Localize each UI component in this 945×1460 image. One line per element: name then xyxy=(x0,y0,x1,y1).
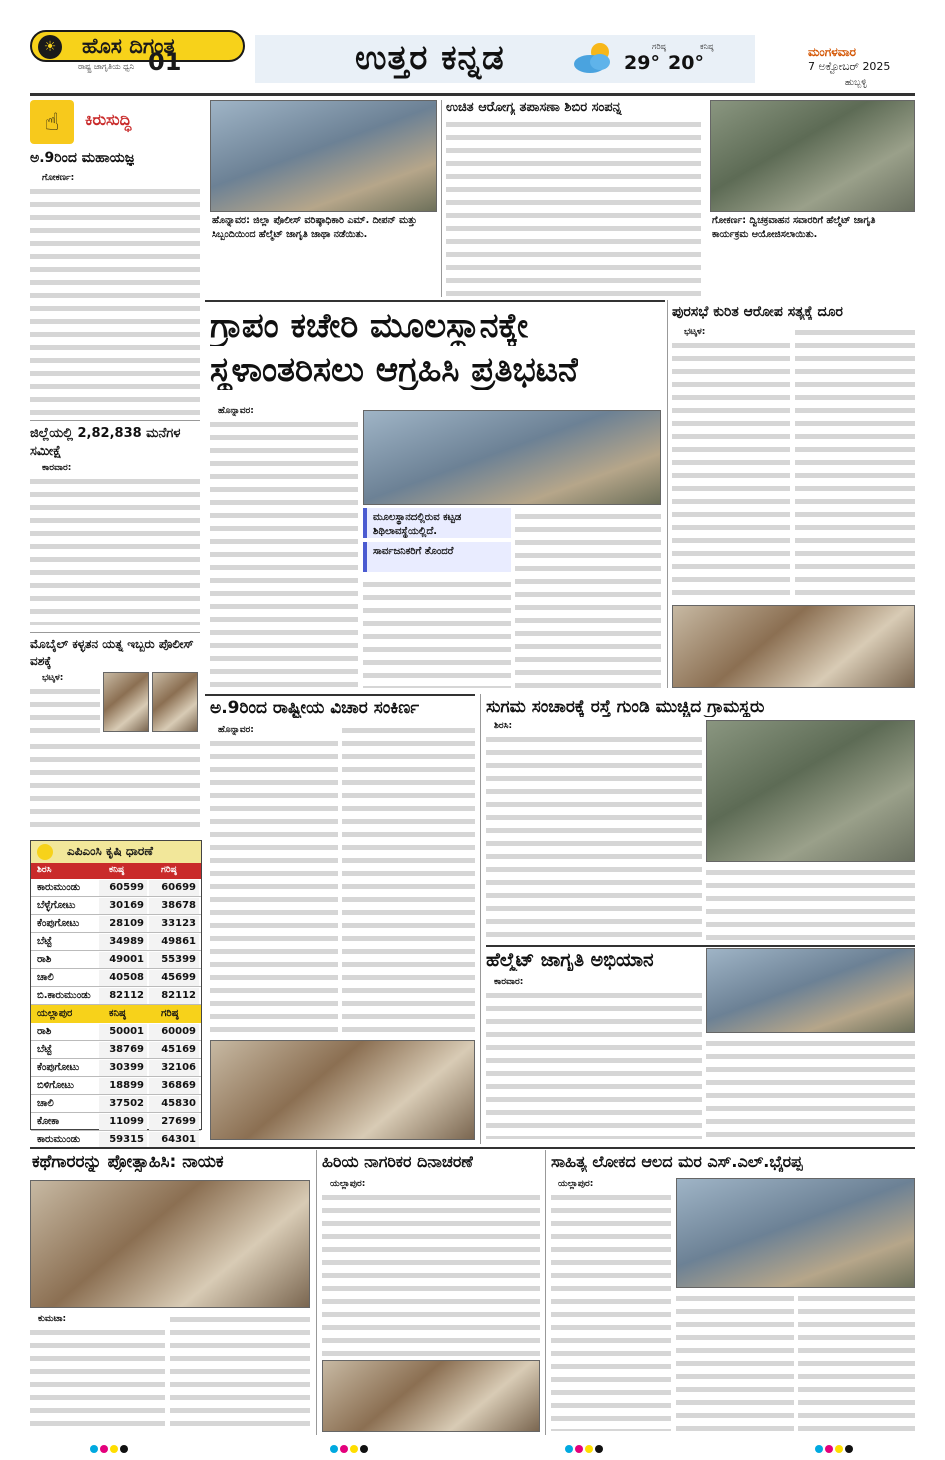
brand-tagline: ರಾಷ್ಟ್ರ ಜಾಗೃತಿಯ ಧ್ವನಿ xyxy=(78,62,135,71)
min-price: 37502 xyxy=(99,1096,147,1112)
divider xyxy=(30,632,200,633)
market-row xyxy=(31,1095,201,1113)
min-price: 18899 xyxy=(99,1078,147,1094)
road-body-col1 xyxy=(486,733,702,943)
market-row xyxy=(31,915,201,933)
market-title-bar xyxy=(31,841,201,863)
min-price: 49001 xyxy=(99,952,147,968)
min-price: 38769 xyxy=(99,1042,147,1058)
lead-top-rule xyxy=(205,300,665,302)
brand-name: ಹೊಸ ದಿಗಂತ xyxy=(82,34,175,58)
commodity-name: ರಾಶಿ xyxy=(37,1026,52,1037)
min-price: 40508 xyxy=(99,970,147,986)
masthead-divider xyxy=(30,93,915,96)
max-price: 38678 xyxy=(149,898,199,914)
writers-dateline: ಕುಮಟಾ: xyxy=(38,1314,67,1324)
issue-date: 7 ಅಕ್ಟೋಬರ್ 2025 xyxy=(808,60,891,73)
commodity-name: ಕಾರುಮುಂಡು xyxy=(37,1134,81,1145)
section-title: ಉತ್ತರ ಕನ್ನಡ xyxy=(355,38,505,78)
min-col-label: ಕನಿಷ್ಠ xyxy=(109,865,125,875)
brief-body-3b xyxy=(30,740,200,835)
edition-city: ಹುಬ್ಬಳ್ಳಿ xyxy=(845,78,867,88)
arecanut-icon xyxy=(37,844,53,860)
column-rule xyxy=(316,1150,317,1435)
weekday: ಮಂಗಳವಾರ xyxy=(808,45,857,59)
helmet-top-rule xyxy=(486,945,915,947)
market-title: ಎಪಿಎಂಸಿ ಕೃಷಿ ಧಾರಣೆ xyxy=(67,844,153,858)
registration-marks xyxy=(565,1438,605,1450)
purasabhe-body-col2 xyxy=(795,326,915,601)
elders-photo xyxy=(322,1360,540,1432)
max-col-label: ಗರಿಷ್ಠ xyxy=(161,865,177,875)
brief-dateline-1: ಗೋಕರ್ಣ: xyxy=(42,173,75,183)
gokarna-caption: ಗೋಕರ್ಣ: ದ್ವಿಚಕ್ರವಾಹನ ಸವಾರರಿಗೆ ಹೆಲ್ಮೆಟ್ ಜಾಗೃತಿ ಕಾರ್ಯಕ್ರಮ ಆಯೋಜಿಸಲಾಯಿತು. xyxy=(710,212,915,297)
pointing-hand-icon: ☝ xyxy=(30,100,74,144)
brief-body-1 xyxy=(30,185,200,415)
gokarna-helmet-photo xyxy=(710,100,915,212)
commodity-name: ರಾಶಿ xyxy=(37,954,52,965)
min-price: 50001 xyxy=(99,1024,147,1040)
max-price: 60009 xyxy=(149,1024,199,1040)
market-row xyxy=(31,897,201,915)
literature-photo xyxy=(676,1178,915,1288)
brief-headline-2[interactable]: ಜಿಲ್ಲೆಯಲ್ಲಿ 2,82,838 ಮನೆಗಳ ಸಮೀಕ್ಷೆ xyxy=(30,426,181,459)
lead-pull-quote-1: ಮೂಲಸ್ಥಾನದಲ್ಲಿರುವ ಕಟ್ಟಡ ಶಿಥಿಲಾವಸ್ಥೆಯಲ್ಲಿದೆ. xyxy=(363,508,511,538)
min-temp: 20° xyxy=(668,52,704,74)
registration-marks xyxy=(815,1438,855,1450)
max-price: 36869 xyxy=(149,1078,199,1094)
literature-body-col3 xyxy=(798,1292,915,1431)
writers-body-col1 xyxy=(30,1326,165,1431)
max-temp: 29° xyxy=(624,52,660,74)
lead-body-col1 xyxy=(210,418,358,688)
column-rule xyxy=(545,1150,546,1435)
commodity-name: ಚಾಲಿ xyxy=(37,1098,54,1109)
lead-headline-line2[interactable]: ಸ್ಥಳಾಂತರಿಸಲು ಆಗ್ರಹಿಸಿ ಪ್ರತಿಭಟನೆ xyxy=(210,350,579,390)
min-price: 60599 xyxy=(99,880,147,896)
registration-marks xyxy=(330,1438,370,1450)
health-camp-body xyxy=(446,118,701,296)
max-price: 33123 xyxy=(149,916,199,932)
lead-pull-quote-2: ಸಾರ್ವಜನಿಕರಿಗೆ ತೊಂದರೆ xyxy=(363,542,511,572)
brief-headline-3[interactable]: ಮೊಬೈಲ್ ಕಳ್ಳತನ ಯತ್ನ ಇಬ್ಬರು ಪೊಲೀಸ್ ವಶಕ್ಕೆ xyxy=(30,637,194,668)
helmet-rally-photo xyxy=(210,100,437,212)
purasabhe-headline[interactable]: ಪುರಸಭೆ ಕುರಿತ ಆರೋಪ ಸತ್ಯಕ್ಕೆ ದೂರ xyxy=(672,304,843,320)
brief-section-label: ಕಿರುಸುದ್ಧಿ xyxy=(85,110,132,129)
commodity-name: ಚಾಲಿ xyxy=(37,972,54,983)
literature-dateline: ಯಲ್ಲಾಪುರ: xyxy=(558,1179,594,1189)
commodity-name: ಕಾರುಮುಂಡು xyxy=(37,882,81,893)
seminar-headline[interactable]: ಅ.9ರಿಂದ ರಾಷ್ಟ್ರೀಯ ವಿಚಾರ ಸಂಕಿರ್ಣ xyxy=(210,698,420,718)
commodity-name: ಕೆಂಪುಗೋಟು xyxy=(37,918,80,929)
helmet-rally-caption: ಹೊನ್ನಾವರ: ಜಿಲ್ಲಾ ಪೊಲೀಸ್ ವರಿಷ್ಠಾಧಿಕಾರಿ ಎಮ್. ದೀಪನ್ ಮತ್ತು ಸಿಬ್ಬಂದಿಯಿಂದ ಹೆಲ್ಮೆಟ್ ಜಾಗೃತಿ ಜಾಥಾ ನಡೆಯಿತು. xyxy=(210,212,437,297)
min-price: 30399 xyxy=(99,1060,147,1076)
lead-body-col2 xyxy=(363,578,511,688)
market-row xyxy=(31,1059,201,1077)
min-price: 82112 xyxy=(99,988,147,1004)
max-price: 82112 xyxy=(149,988,199,1004)
max-price: 45699 xyxy=(149,970,199,986)
road-dateline: ಶಿರಸಿ: xyxy=(494,721,513,731)
brief-body-3a xyxy=(30,685,100,735)
market-row xyxy=(31,1041,201,1059)
commodity-name: ಕೋಕಾ xyxy=(37,1116,60,1127)
column-rule xyxy=(667,300,668,688)
registration-marks xyxy=(90,1438,130,1450)
column-rule xyxy=(441,100,442,297)
min-price: 59315 xyxy=(99,1132,147,1148)
road-headline[interactable]: ಸುಗಮ ಸಂಚಾರಕ್ಕೆ ರಸ್ತೆ ಗುಂಡಿ ಮುಚ್ಚಿದ ಗ್ರಾಮಸ್ಥರು xyxy=(486,697,765,717)
helmet-campaign-photo xyxy=(706,948,915,1033)
max-price: 60699 xyxy=(149,880,199,896)
lead-body-col3 xyxy=(515,510,661,688)
min-temp-label: ಕನಿಷ್ಠ xyxy=(700,42,714,51)
helmet-campaign-headline[interactable]: ಹೆಲ್ಮೆಟ್ ಜಾಗೃತಿ ಅಭಿಯಾನ xyxy=(486,949,654,971)
helmet-dateline: ಕಾರವಾರ: xyxy=(494,977,524,987)
elders-body xyxy=(322,1191,540,1356)
market-row xyxy=(31,987,201,1005)
commodity-name: ಬೆಳ್ಳೆಗೋಟು xyxy=(37,900,76,911)
road-body-col2 xyxy=(706,866,915,941)
market-columns-sirsi xyxy=(31,863,201,879)
lead-headline-line1[interactable]: ಗ್ರಾಪಂ ಕಚೇರಿ ಮೂಲಸ್ಥಾನಕ್ಕೇ xyxy=(210,306,529,346)
market-rates-table xyxy=(30,840,202,1145)
seminar-dateline: ಹೊನ್ನಾವರ: xyxy=(218,725,254,735)
commodity-name: ಕೆಂಪುಗೋಟು xyxy=(37,1062,80,1073)
min-col-label: ಕನಿಷ್ಠ xyxy=(109,1008,126,1019)
max-col-label: ಗರಿಷ್ಠ xyxy=(161,1008,179,1019)
max-temp-label: ಗರಿಷ್ಠ xyxy=(652,42,666,51)
purasabhe-body-col1 xyxy=(672,339,790,601)
purasabhe-photo xyxy=(672,605,915,688)
column-rule xyxy=(480,694,481,1144)
market-row xyxy=(31,1113,201,1131)
seminar-body-col1 xyxy=(210,737,338,1037)
commodity-name: ಬೆಟ್ಟೆ xyxy=(37,936,52,947)
literature-body-col1 xyxy=(551,1191,671,1431)
elders-dateline: ಯಲ್ಲಾಪುರ: xyxy=(330,1179,366,1189)
elders-headline[interactable]: ಹಿರಿಯ ನಾಗರಿಕರ ದಿನಾಚರಣೆ xyxy=(322,1152,473,1171)
brief-body-2 xyxy=(30,475,200,625)
seminar-top-rule xyxy=(205,694,475,696)
health-camp-headline[interactable]: ಉಚಿತ ಆರೋಗ್ಯ ತಪಾಸಣಾ ಶಿಬಿರ ಸಂಪನ್ನ xyxy=(446,100,622,115)
brief-section-header xyxy=(30,100,200,145)
min-price: 34989 xyxy=(99,934,147,950)
market-columns-yellapur xyxy=(31,1005,201,1023)
helmet-body-col2 xyxy=(706,1037,915,1139)
market-row xyxy=(31,951,201,969)
literature-headline[interactable]: ಸಾಹಿತ್ಯ ಲೋಕದ ಆಲದ ಮರ ಎಸ್.ಎಲ್.ಭೈರಪ್ಪ xyxy=(551,1152,803,1171)
market-row xyxy=(31,1023,201,1041)
brand-emblem-icon: ☀ xyxy=(38,35,62,59)
suspect-photo-1 xyxy=(103,672,149,732)
place-yellapur: ಯಲ್ಲಾಪುರ xyxy=(37,1008,73,1019)
commodity-name: ಬಿ.ಕಾರುಮುಂಡು xyxy=(37,990,91,1001)
commodity-name: ಬಿಳಿಗೋಟು xyxy=(37,1080,74,1091)
market-row xyxy=(31,933,201,951)
suspect-photo-2 xyxy=(152,672,198,732)
max-price: 27699 xyxy=(149,1114,199,1130)
lead-dateline: ಹೊನ್ನಾವರ: xyxy=(218,406,254,416)
writers-body-col2 xyxy=(170,1313,310,1431)
brand-pill xyxy=(30,30,245,62)
place-sirsi: ಶಿರಸಿ xyxy=(37,865,52,875)
brief-headline-1[interactable]: ಅ.9ರಿಂದ ಮಹಾಯಜ್ಞ xyxy=(30,150,135,166)
min-price: 28109 xyxy=(99,916,147,932)
page-number: 01 xyxy=(148,48,182,76)
max-price: 64301 xyxy=(149,1132,199,1148)
min-price: 30169 xyxy=(99,898,147,914)
helmet-body-col1 xyxy=(486,989,702,1139)
road-repair-photo xyxy=(706,720,915,862)
brief-dateline-3: ಭಟ್ಕಳ: xyxy=(42,673,64,683)
max-price: 49861 xyxy=(149,934,199,950)
min-price: 11099 xyxy=(99,1114,147,1130)
brand-logo[interactable] xyxy=(30,30,245,88)
max-price: 45830 xyxy=(149,1096,199,1112)
max-price: 55399 xyxy=(149,952,199,968)
market-row xyxy=(31,1077,201,1095)
max-price: 32106 xyxy=(149,1060,199,1076)
writers-photo xyxy=(30,1180,310,1308)
brief-dateline-2: ಕಾರವಾರ: xyxy=(42,463,72,473)
literature-body-col2 xyxy=(676,1292,794,1431)
divider xyxy=(30,420,200,421)
seminar-body-col2 xyxy=(342,724,475,1037)
weather-cloud-icon xyxy=(570,40,616,76)
commodity-name: ಬೆಟ್ಟೆ xyxy=(37,1044,52,1055)
bottom-row-rule xyxy=(30,1147,915,1149)
purasabhe-dateline: ಭಟ್ಕಳ: xyxy=(684,327,706,337)
max-price: 45169 xyxy=(149,1042,199,1058)
market-row xyxy=(31,879,201,897)
seminar-release-photo xyxy=(210,1040,475,1140)
market-row xyxy=(31,969,201,987)
protest-photo xyxy=(363,410,661,505)
writers-headline[interactable]: ಕಥೆಗಾರರನ್ನು ಪ್ರೋತ್ಸಾಹಿಸಿ: ನಾಯಕ xyxy=(32,1152,224,1172)
